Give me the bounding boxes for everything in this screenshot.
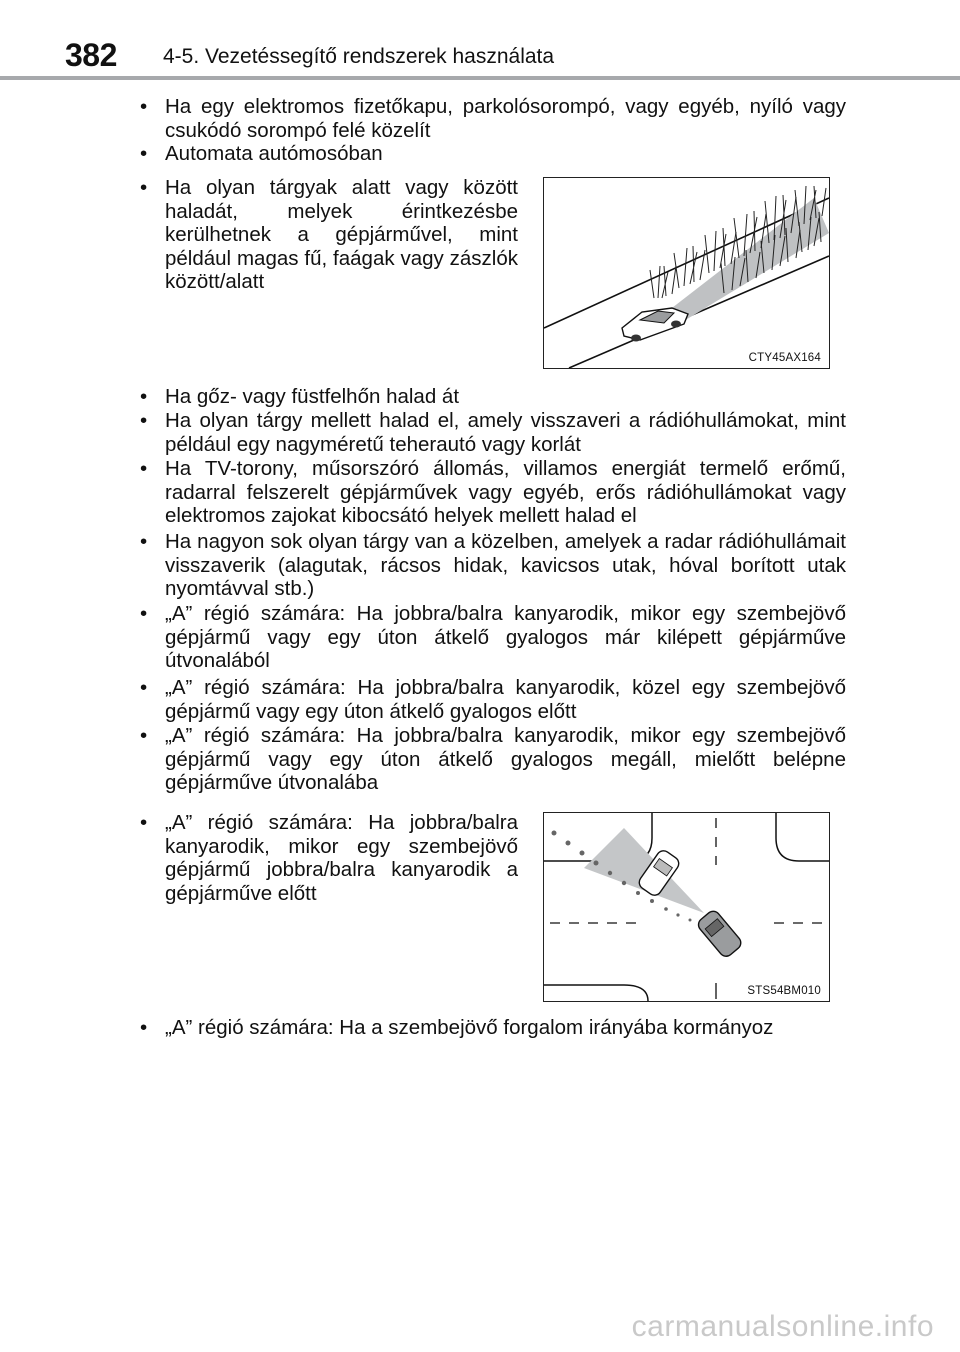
- bullet-text: • Ha egy elektromos fizetőkapu, parkolósorompó, vagy egyéb, nyíló vagy csukódó sorompó felé közelít: [140, 95, 846, 142]
- bullet-text: • Automata autómosóban: [140, 142, 846, 166]
- bullet-list-item: [140, 176, 518, 294]
- bullet-text: • „A” régió számára: Ha jobbra/balra kanyarodik, mikor egy szembejövő gépjármű jobbra/balra kanyarodik a gépjárműve előtt: [140, 811, 518, 905]
- bullet-list-item: [140, 530, 846, 601]
- bullet-text: • Ha TV-torony, műsorszóró állomás, villamos energiát termelő erőmű, radarral felszerelt gépjárművek vagy egyéb, erős rádióhullámokat vagy elektromos zajokat kibocsátó helyek mellett halad el: [140, 457, 846, 528]
- bullet-list-item: [140, 1016, 846, 1040]
- bullet-text: • Ha gőz- vagy füstfelhőn halad át: [140, 385, 846, 409]
- bullet-list-item: [140, 142, 846, 166]
- bullet-text: • Ha nagyon sok olyan tárgy van a közelben, amelyek a radar rádióhullámait visszaverik (alagutak, rácsos hidak, kavicsos utak, hóval borított utak nyomtávval stb.): [140, 530, 846, 601]
- bullet-list-item: [140, 457, 846, 528]
- bullet-text: • Ha olyan tárgy mellett halad el, amely visszaveri a rádióhullámokat, mint például egy nagyméretű teherautó vagy korlát: [140, 409, 846, 456]
- bullet-list-item: [140, 811, 518, 905]
- bullet-list-item: [140, 409, 846, 456]
- bullet-text: • „A” régió számára: Ha jobbra/balra kanyarodik, mikor egy szembejövő gépjármű vagy egy úton átkelő gyalogos megáll, mielőtt belépne gépjárműve útvonalába: [140, 724, 846, 795]
- bullet-text: • „A” régió számára: Ha a szembejövő forgalom irányába kormányoz: [140, 1016, 846, 1040]
- section-title: 4-5. Vezetéssegítő rendszerek használata: [163, 45, 555, 68]
- grass-road-illustration: [544, 178, 829, 368]
- intersection-illustration: [544, 813, 829, 1001]
- bullet-list-item: [140, 602, 846, 673]
- figure-code: CTY45AX164: [748, 352, 821, 364]
- bullet-list-item: [140, 95, 846, 142]
- figure-grass-illustration: [543, 177, 830, 369]
- bullet-text: • „A” régió számára: Ha jobbra/balra kanyarodik, mikor egy szembejövő gépjármű vagy egy úton átkelő gyalogos már kilépett gépjárműve útvonalából: [140, 602, 846, 673]
- bullet-text: • Ha olyan tárgyak alatt vagy között haladát, melyek érintkezésbe kerülhetnek a gépjárművel, mint például magas fű, faágak vagy zászlók között/alatt: [140, 176, 518, 294]
- figure-intersection-illustration: [543, 812, 830, 1002]
- header-divider: [0, 76, 960, 80]
- watermark: carmanualsonline.info: [631, 1310, 934, 1343]
- bullet-list-item: [140, 676, 846, 723]
- page-number: 382: [65, 37, 117, 73]
- bullet-list-item: [140, 385, 846, 409]
- car-icon: [622, 308, 688, 342]
- bullet-list-item: [140, 724, 846, 795]
- figure-code: STS54BM010: [747, 985, 821, 997]
- own-car-icon: [696, 908, 744, 959]
- bullet-text: • „A” régió számára: Ha jobbra/balra kanyarodik, közel egy szembejövő gépjármű vagy egy úton átkelő gyalogos előtt: [140, 676, 846, 723]
